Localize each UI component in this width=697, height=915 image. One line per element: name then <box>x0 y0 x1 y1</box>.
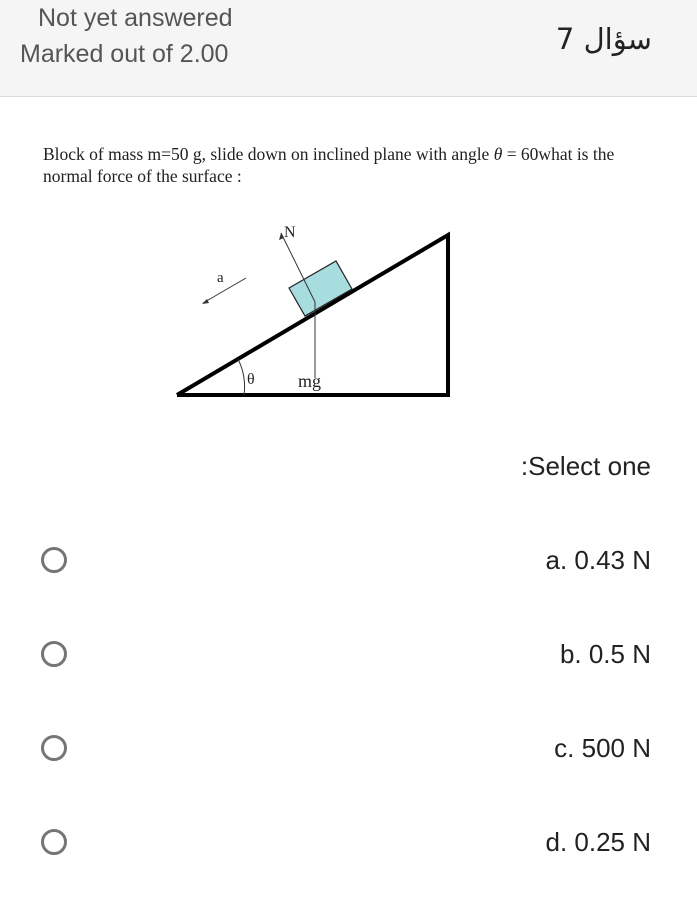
angle-label: θ <box>247 371 255 388</box>
question-info-header <box>0 0 697 97</box>
radio-button-d[interactable] <box>41 829 67 855</box>
radio-button-a[interactable] <box>41 547 67 573</box>
question-number: سؤال 7 <box>555 22 652 56</box>
question-state: Not yet answered <box>38 4 233 32</box>
option-b-label[interactable]: b. 0.5 N <box>559 639 651 669</box>
option-a[interactable] <box>0 532 697 592</box>
inclined-plane-diagram <box>160 215 460 405</box>
option-c-label[interactable]: c. 500 N <box>554 733 651 763</box>
radio-button-c[interactable] <box>41 735 67 761</box>
weight-label: mg <box>298 371 322 391</box>
angle-arc <box>238 359 245 395</box>
option-a-label[interactable]: a. 0.43 N <box>545 545 651 575</box>
question-grade: Marked out of 2.00 <box>20 40 229 68</box>
question-text-part-2: = 60what is the normal force of the surface : <box>43 144 615 186</box>
option-d[interactable] <box>0 814 697 874</box>
option-b[interactable] <box>0 626 697 686</box>
option-c[interactable] <box>0 720 697 780</box>
question-text-part-1: Block of mass m=50 g, slide down on inclined plane with angle <box>43 144 494 164</box>
normal-force-label: N <box>284 224 296 241</box>
question-theta-symbol: θ <box>493 144 503 164</box>
acceleration-label: a <box>217 270 224 286</box>
option-d-label[interactable]: d. 0.25 N <box>545 827 651 857</box>
radio-button-b[interactable] <box>41 641 67 667</box>
select-one-prompt: :Select one <box>520 451 651 481</box>
acceleration-arrow <box>203 278 246 303</box>
question-text <box>43 143 658 187</box>
